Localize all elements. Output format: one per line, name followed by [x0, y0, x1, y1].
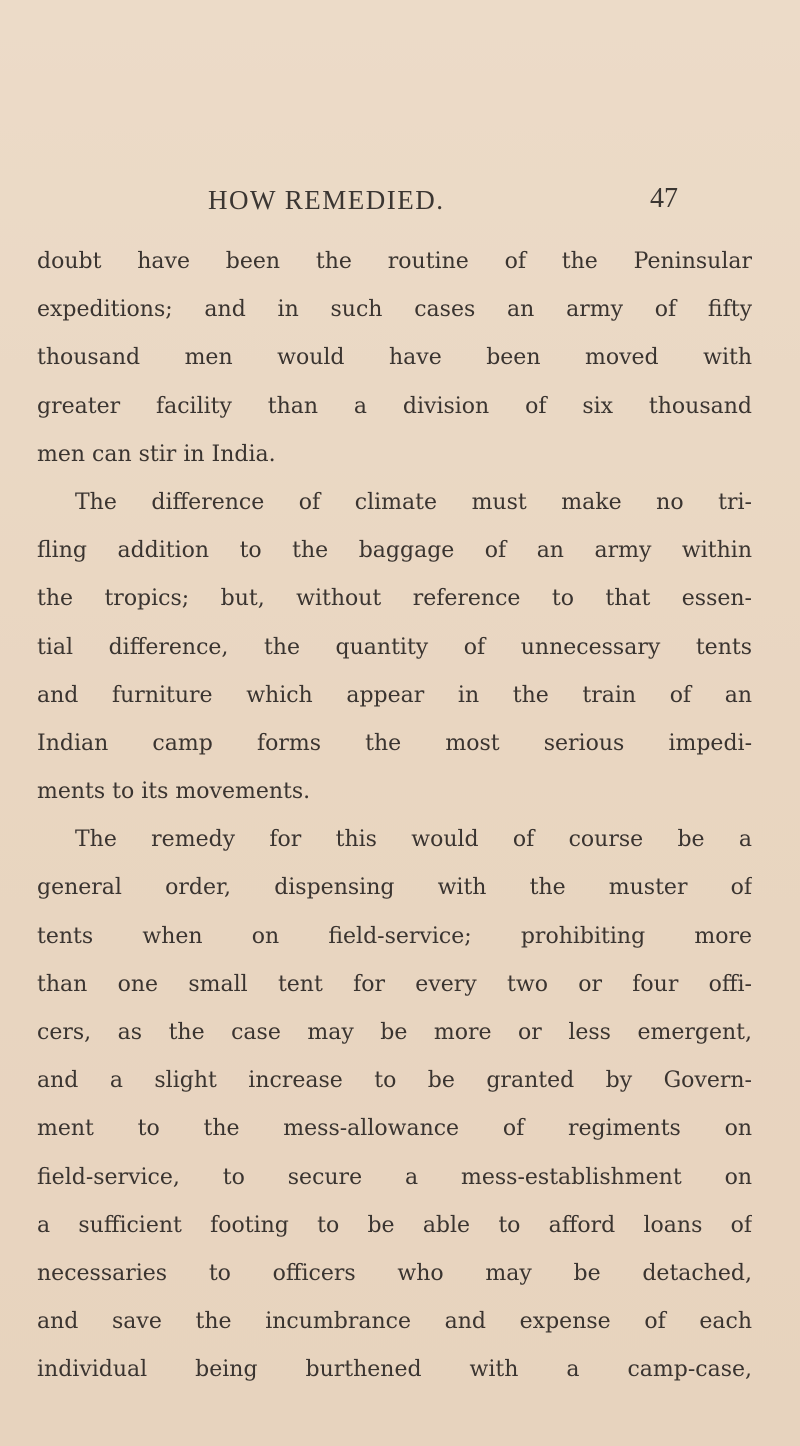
text-line: field-service, to secure a mess-establishment on: [37, 1164, 752, 1190]
text-line: individual being burthened with a camp-case,: [37, 1357, 752, 1383]
text-line: tial difference, the quantity of unnecessary tents: [37, 634, 752, 660]
running-head: [60, 185, 740, 225]
text-line: the tropics; but, without reference to that essen-: [37, 586, 752, 612]
text-line: expeditions; and in such cases an army of fifty: [37, 297, 752, 323]
text-line: and furniture which appear in the train of an: [37, 682, 752, 708]
text-line: and save the incumbrance and expense of each: [37, 1309, 752, 1335]
running-title: HOW REMEDIED.: [208, 185, 445, 215]
paragraph-start-line: The difference of climate must make no tri-: [75, 489, 752, 515]
text-line: than one small tent for every two or four offi-: [37, 971, 752, 997]
text-line: tents when on field-service; prohibiting more: [37, 923, 752, 949]
text-line: thousand men would have been moved with: [37, 345, 752, 371]
text-line: cers, as the case may be more or less emergent,: [37, 1020, 752, 1045]
page-number: 47: [650, 183, 678, 214]
text-line: men can stir in India.: [37, 441, 276, 467]
text-line: a sufficient footing to be able to afford loans of: [37, 1212, 752, 1238]
text-line: fling addition to the baggage of an army within: [37, 538, 752, 564]
body-text: [37, 238, 752, 1395]
text-line: ments to its movements.: [37, 779, 311, 805]
text-line: doubt have been the routine of the Peninsular: [37, 249, 752, 274]
text-line: and a slight increase to be granted by Govern-: [37, 1068, 752, 1094]
text-line: ment to the mess-allowance of regiments on: [37, 1116, 752, 1142]
text-line: Indian camp forms the most serious impedi-: [37, 730, 752, 756]
text-line: greater facility than a division of six thousand: [37, 393, 752, 419]
text-line: general order, dispensing with the muster of: [37, 875, 752, 901]
text-line: necessaries to officers who may be detached,: [37, 1260, 752, 1286]
paragraph-start-line: The remedy for this would of course be a: [75, 827, 752, 853]
